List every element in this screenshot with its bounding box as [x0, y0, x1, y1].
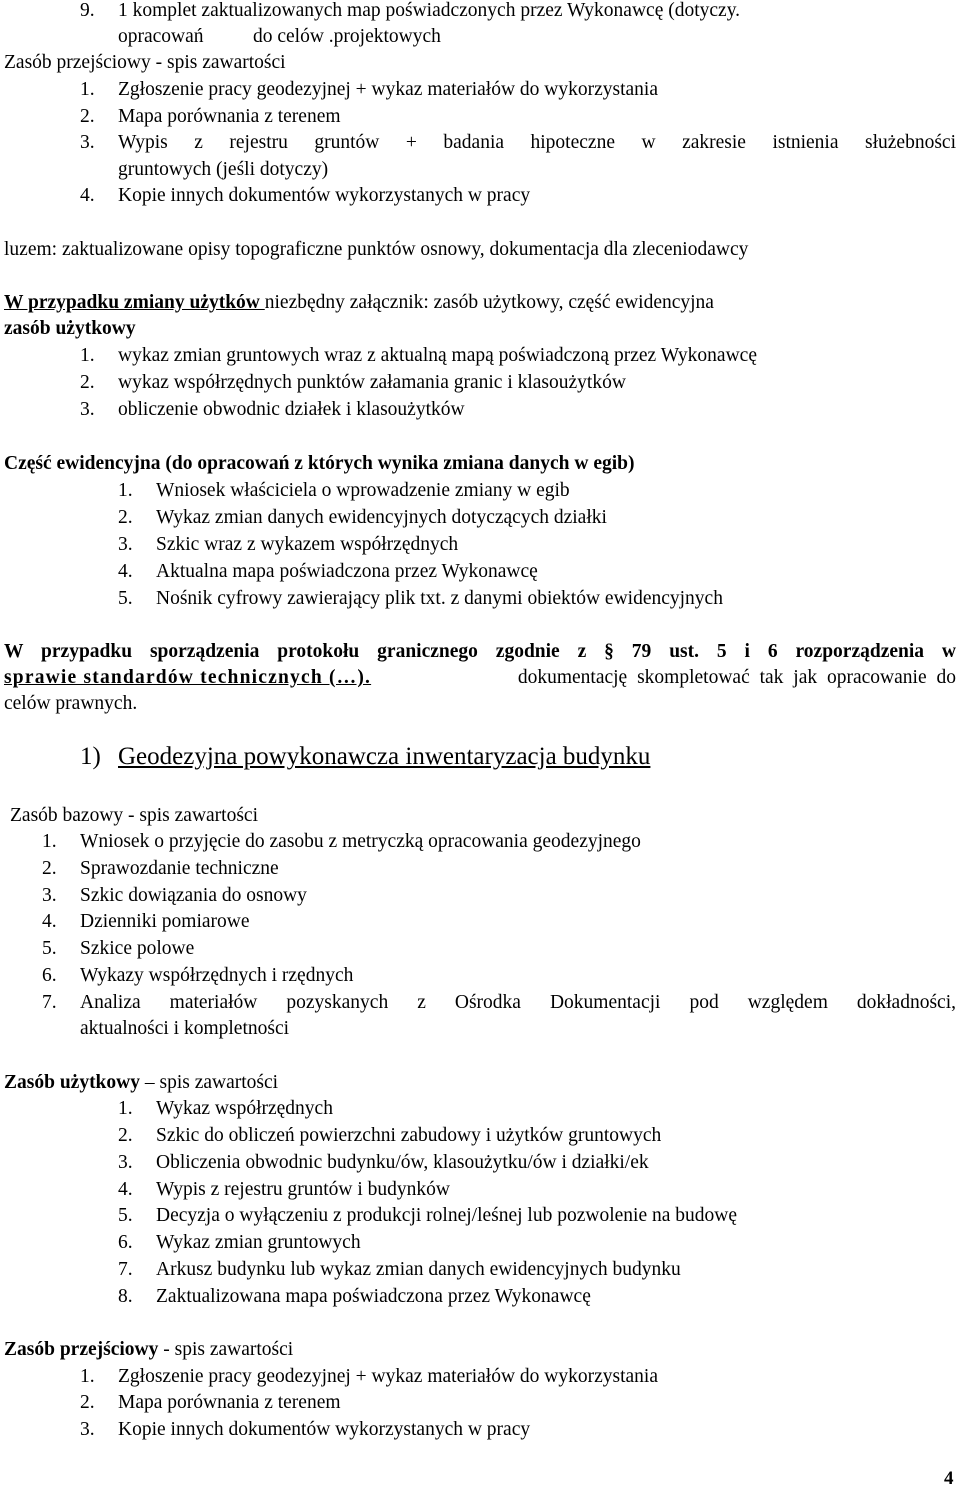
paragraph-protokol-line [4, 665, 956, 692]
list-number: 4. [42, 911, 57, 932]
list-item-text: Szkic wraz z wykazem współrzędnych [156, 534, 459, 555]
list-number: 4. [118, 1179, 133, 1200]
list-item-text: Zaktualizowana mapa poświadczona przez Wykonawcę [156, 1286, 591, 1307]
list-item-text: Kopie innych dokumentów wykorzystanych w pracy [118, 185, 531, 206]
list-number: 5. [118, 588, 133, 609]
list-number: 7. [118, 1259, 133, 1280]
list-number: 1. [80, 79, 95, 100]
list-number: 7. [42, 992, 57, 1013]
paragraph-text: dokumentację skompletować tak jak opracowanie do [517, 667, 956, 688]
section-heading [4, 1070, 278, 1097]
list-item-text: gruntowych (jeśli dotyczy) [118, 159, 329, 180]
list-item-text: aktualności i kompletności [80, 1018, 290, 1039]
list-item-text: Szkic dowiązania do osnowy [80, 885, 307, 906]
list-number: 5. [42, 938, 57, 959]
list-item-text: opracowań [118, 26, 204, 47]
list-item-text: Szkic do obliczeń powierzchni zabudowy i użytków gruntowych [156, 1125, 662, 1146]
list-item-text: Mapa porównania z terenem [118, 1392, 341, 1413]
list-item-text: Dzienniki pomiarowe [80, 911, 250, 932]
list-item-text: Zgłoszenie pracy geodezyjnej + wykaz materiałów do wykorzystania [118, 1366, 659, 1387]
list-number: 2. [118, 1125, 133, 1146]
list-number: 1. [80, 1366, 95, 1387]
list-item-text: Wniosek o przyjęcie do zasobu z metryczką opracowania geodezyjnego [80, 831, 641, 852]
list-number: 1. [42, 831, 57, 852]
paragraph-text: celów prawnych. [4, 693, 138, 714]
list-item-text: Aktualna mapa poświadczona przez Wykonawcę [156, 561, 538, 582]
list-number: 3. [80, 132, 95, 153]
list-number: 3. [80, 1419, 95, 1440]
list-item-text: wykaz współrzędnych punktów załamania granic i klasoużytków [118, 372, 626, 393]
list-item-text: Wykazy współrzędnych i rzędnych [80, 965, 354, 986]
list-item-text: Zgłoszenie pracy geodezyjnej + wykaz materiałów do wykorzystania [118, 79, 659, 100]
heading-text: – spis zawartości [140, 1072, 279, 1093]
heading-bold: Zasób użytkowy [4, 1072, 140, 1093]
list-item-text: wykaz zmian gruntowych wraz z aktualną mapą poświadczoną przez Wykonawcę [118, 345, 757, 366]
list-number: 6. [42, 965, 57, 986]
list-number: 3. [118, 1152, 133, 1173]
list-number: 6. [118, 1232, 133, 1253]
list-number: 2. [80, 372, 95, 393]
paragraph-zmiana [4, 290, 714, 317]
list-number: 9. [80, 0, 95, 21]
list-item-text: Sprawozdanie techniczne [80, 858, 279, 879]
list-item-text: Wykaz zmian danych ewidencyjnych dotyczących działki [156, 507, 607, 528]
list-number: 1. [118, 480, 133, 501]
paragraph-protokol: W przypadku sporządzenia protokołu granicznego zgodnie z § 79 ust. 5 i 6 rozporządzenia w [4, 641, 956, 662]
list-item-text: Szkice polowe [80, 938, 195, 959]
list-number: 2. [80, 106, 95, 127]
paragraph-luzem: luzem: zaktualizowane opisy topograficzne punktów osnowy, dokumentacja dla zleceniodawcy [4, 239, 749, 260]
list-item-text: 1 komplet zaktualizowanych map poświadczonych przez Wykonawcę (dotyczy. [118, 0, 741, 21]
list-number: 5. [118, 1205, 133, 1226]
bold-lead: W przypadku zmiany użytków [4, 292, 265, 313]
list-number: 2. [118, 507, 133, 528]
list-item-text: Kopie innych dokumentów wykorzystanych w pracy [118, 1419, 531, 1440]
list-item-text: Wykaz zmian gruntowych [156, 1232, 361, 1253]
list-number: 1. [118, 1098, 133, 1119]
list-number: 1. [80, 345, 95, 366]
section-heading [4, 1337, 293, 1364]
list-number: 2. [80, 1392, 95, 1413]
sub-heading: zasób użytkowy [4, 318, 136, 339]
bold-underlined-text: sprawie standardów technicznych (…). [4, 667, 372, 688]
heading-bold: Zasób przejściowy [4, 1339, 159, 1360]
section-number: 1) [80, 743, 101, 770]
page-title: Geodezyjna powykonawcza inwentaryzacja budynku [118, 743, 651, 770]
list-item-text: Wykaz współrzędnych [156, 1098, 333, 1119]
section-heading: Zasób przejściowy - spis zawartości [4, 52, 286, 73]
paragraph-text: niezbędny załącznik: zasób użytkowy, część ewidencyjna [264, 292, 714, 313]
list-item-text: Wypis z rejestru gruntów + badania hipoteczne w zakresie istnienia służebności [118, 132, 956, 153]
list-number: 8. [118, 1286, 133, 1307]
list-number: 3. [80, 399, 95, 420]
list-item-text: do celów .projektowych [253, 26, 441, 47]
list-number: 4. [118, 561, 133, 582]
list-item-text: Wniosek właściciela o wprowadzenie zmiany w egib [156, 480, 570, 501]
list-item-text: Obliczenia obwodnic budynku/ów, klasoużytku/ów i działki/ek [156, 1152, 649, 1173]
list-item-text: Decyzja o wyłączeniu z produkcji rolnej/leśnej lub pozwolenie na budowę [156, 1205, 738, 1226]
list-number: 3. [118, 534, 133, 555]
page-number: 4 [944, 1468, 954, 1489]
list-item-text: Arkusz budynku lub wykaz zmian danych ewidencyjnych budynku [156, 1259, 681, 1280]
list-number: 3. [42, 885, 57, 906]
list-number: 2. [42, 858, 57, 879]
list-item-text: Mapa porównania z terenem [118, 106, 341, 127]
section-heading: Zasób bazowy - spis zawartości [10, 805, 259, 826]
list-item-text: Nośnik cyfrowy zawierający plik txt. z danymi obiektów ewidencyjnych [156, 588, 723, 609]
list-item-text: Analiza materiałów pozyskanych z Ośrodka Dokumentacji pod względem dokładności, [80, 992, 956, 1013]
heading-text: - spis zawartości [158, 1339, 294, 1360]
list-number: 4. [80, 185, 95, 206]
list-item-text: Wypis z rejestru gruntów i budynków [156, 1179, 450, 1200]
list-item-text: obliczenie obwodnic działek i klasoużytków [118, 399, 465, 420]
section-heading: Część ewidencyjna (do opracowań z których wynika zmiana danych w egib) [4, 453, 635, 474]
